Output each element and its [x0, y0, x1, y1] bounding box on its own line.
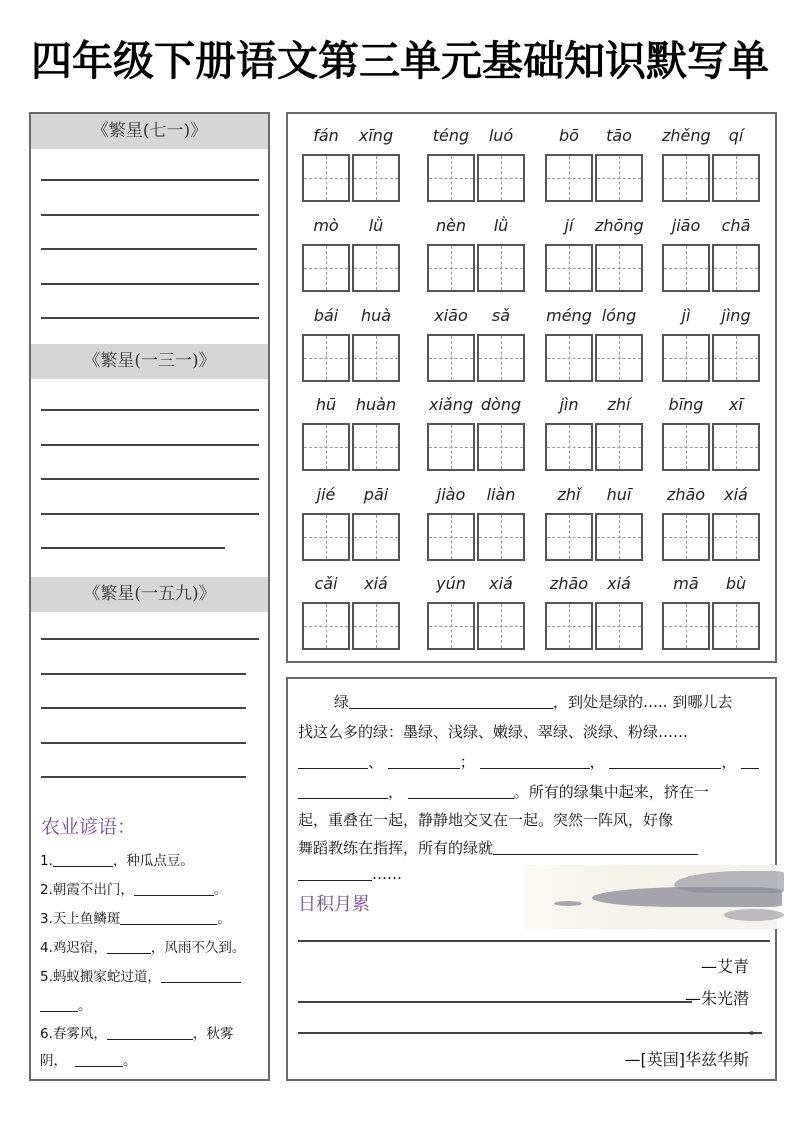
passage-line-6	[298, 837, 698, 858]
pinyin-label: xiá	[607, 574, 631, 593]
fill-blank[interactable]	[609, 755, 721, 769]
pinyin-label: qí	[728, 126, 744, 145]
passage-text: 。所有的绿集中起来，挤在一	[513, 783, 709, 801]
pinyin-label: zhāo	[549, 574, 589, 593]
pinyin-label: nèn	[435, 216, 467, 235]
write-line[interactable]	[41, 409, 259, 411]
write-line[interactable]	[41, 283, 259, 285]
character-writing-box[interactable]	[545, 423, 593, 471]
character-writing-box[interactable]	[545, 602, 593, 650]
proverb-text: 鸡迟宿，	[52, 940, 107, 956]
character-writing-box[interactable]	[545, 334, 593, 382]
write-line[interactable]	[41, 317, 259, 319]
character-writing-box[interactable]	[477, 244, 525, 292]
character-writing-box[interactable]	[712, 602, 760, 650]
character-writing-box[interactable]	[662, 423, 710, 471]
proverb-text: 春雾风，	[52, 1026, 107, 1042]
pinyin-label: jiāo	[671, 216, 701, 235]
pinyin-label: fán	[313, 126, 339, 145]
fill-blank[interactable]	[161, 969, 241, 983]
character-writing-box[interactable]	[595, 513, 643, 561]
pinyin-label: xiá	[489, 574, 513, 593]
pinyin-label: jié	[316, 485, 336, 504]
fill-blank[interactable]	[298, 785, 388, 799]
fill-blank[interactable]	[107, 940, 151, 954]
write-line[interactable]	[41, 742, 246, 744]
fill-blank[interactable]	[134, 882, 214, 896]
write-line[interactable]	[298, 1032, 762, 1034]
pinyin-label: liàn	[486, 485, 516, 504]
proverb-text: 蚂蚁搬家蛇过道，	[52, 969, 161, 985]
character-writing-box[interactable]	[352, 154, 400, 202]
passage-line-1	[334, 691, 732, 712]
left-panel	[29, 112, 270, 1081]
proverb-item-3	[40, 907, 231, 927]
pinyin-label: cǎi	[314, 574, 338, 593]
character-writing-box[interactable]	[662, 244, 710, 292]
fill-blank[interactable]	[388, 755, 460, 769]
proverb-number: 3.	[40, 911, 53, 927]
pinyin-label: jiào	[436, 485, 466, 504]
proverb-text: ，种瓜点豆。	[112, 853, 194, 869]
pinyin-label: bīng	[668, 395, 704, 414]
separator: ，	[388, 783, 404, 801]
fill-blank[interactable]	[53, 853, 113, 867]
pinyin-label: xiāo	[434, 306, 468, 325]
fill-blank[interactable]	[480, 755, 590, 769]
proverb-text: 朝霞不出门，	[52, 882, 134, 898]
character-writing-box[interactable]	[427, 423, 475, 471]
character-writing-box[interactable]	[477, 513, 525, 561]
passage-line-5: 起，重叠在一起，静静地交叉在一起。突然一阵风，好像	[298, 811, 674, 829]
proverb-item-5-continued	[40, 994, 92, 1014]
character-writing-box[interactable]	[712, 334, 760, 382]
author-wordsworth: —[英国]华兹华斯	[624, 1050, 749, 1069]
pinyin-label: luó	[488, 126, 514, 145]
write-line[interactable]	[41, 707, 246, 709]
proverb-number: 6.	[40, 1026, 53, 1042]
proverb-item-1	[40, 849, 194, 869]
proverb-item-6-continued	[40, 1049, 137, 1069]
pinyin-label: zhí	[607, 395, 631, 414]
pinyin-label: huàn	[355, 395, 397, 414]
character-writing-box[interactable]	[595, 154, 643, 202]
section-heading-fanxing-131: 《繁星(一三一)》	[31, 344, 268, 379]
pinyin-label: jì	[681, 306, 691, 325]
character-writing-box[interactable]	[427, 602, 475, 650]
passage-line-4	[298, 781, 709, 802]
page-title: 四年级下册语文第三单元基础知识默写单	[31, 37, 769, 85]
pinyin-label: mò	[313, 216, 339, 235]
proverb-number: 1.	[40, 853, 53, 869]
proverb-text: ，风雨不久到。	[150, 940, 246, 956]
ink-wash-decoration	[524, 865, 777, 929]
character-writing-box[interactable]	[545, 244, 593, 292]
pinyin-label: mā	[673, 574, 699, 593]
period: 。	[749, 1022, 763, 1038]
pinyin-label: zhōng	[595, 216, 644, 235]
character-writing-box[interactable]	[352, 423, 400, 471]
passage-text: 舞蹈教练在指挥，所有的绿就	[298, 839, 494, 857]
character-writing-box[interactable]	[302, 334, 350, 382]
passage-text: 绿	[334, 693, 350, 711]
character-writing-box[interactable]	[662, 513, 710, 561]
character-writing-box[interactable]	[662, 602, 710, 650]
pinyin-label: chā	[721, 216, 751, 235]
passage-line-2: 找这么多的绿：墨绿、浅绿、嫩绿、翠绿、淡绿、粉绿……	[298, 723, 689, 741]
write-line[interactable]	[41, 513, 259, 515]
pinyin-label: huà	[360, 306, 392, 325]
pinyin-grid-panel	[286, 112, 777, 663]
pinyin-label: lóng	[601, 306, 637, 325]
character-writing-box[interactable]	[595, 334, 643, 382]
fill-blank[interactable]	[107, 1026, 193, 1040]
pinyin-label: tāo	[606, 126, 632, 145]
fill-blank[interactable]	[741, 755, 759, 769]
proverb-item-4	[40, 936, 245, 956]
write-line[interactable]	[41, 478, 259, 480]
write-line[interactable]	[41, 638, 259, 640]
pinyin-label: téng	[432, 126, 470, 145]
pinyin-label: huī	[606, 485, 632, 504]
character-writing-box[interactable]	[477, 423, 525, 471]
character-writing-box[interactable]	[352, 334, 400, 382]
character-writing-box[interactable]	[595, 244, 643, 292]
pinyin-label: lǜ	[368, 216, 384, 235]
write-line[interactable]	[41, 214, 259, 216]
character-writing-box[interactable]	[595, 602, 643, 650]
character-writing-box[interactable]	[595, 423, 643, 471]
character-writing-box[interactable]	[712, 154, 760, 202]
write-line[interactable]	[41, 547, 225, 549]
fill-blank[interactable]	[75, 1053, 123, 1067]
character-writing-box[interactable]	[545, 513, 593, 561]
pinyin-label: méng	[546, 306, 592, 325]
character-writing-box[interactable]	[352, 602, 400, 650]
passage-text: ，到处是绿的….. 到哪儿去	[553, 693, 733, 711]
proverb-number: 4.	[40, 940, 53, 956]
proverb-text: 。	[78, 998, 92, 1014]
proverb-number: 2.	[40, 882, 53, 898]
character-writing-box[interactable]	[352, 513, 400, 561]
character-writing-box[interactable]	[427, 513, 475, 561]
proverb-text: 。	[217, 911, 231, 927]
passage-text: ……	[372, 865, 402, 883]
accumulation-title: 日积月累	[298, 894, 370, 915]
proverb-text: ，秋雾	[192, 1026, 234, 1042]
character-writing-box[interactable]	[712, 423, 760, 471]
proverb-text: 。	[123, 1053, 137, 1069]
fill-blank[interactable]	[349, 694, 553, 709]
separator: ，	[721, 753, 737, 771]
write-line[interactable]	[41, 179, 259, 181]
pinyin-label: zhǐ	[557, 485, 581, 504]
separator: 、	[368, 753, 384, 771]
pinyin-label: xiá	[364, 574, 388, 593]
pinyin-label: bù	[725, 574, 747, 593]
pinyin-label: zhěng	[662, 126, 711, 145]
pinyin-label: xī	[729, 395, 743, 414]
write-line[interactable]	[41, 776, 246, 778]
pinyin-label: pāi	[363, 485, 389, 504]
author-zhu-guangqian: —朱光潜	[684, 989, 749, 1008]
write-line[interactable]	[41, 248, 257, 250]
proverbs-title: 农业谚语：	[41, 816, 137, 838]
ink-stroke	[724, 909, 784, 921]
character-writing-box[interactable]	[712, 513, 760, 561]
pinyin-label: yún	[436, 574, 466, 593]
passage-panel	[286, 677, 777, 1081]
pinyin-label: xiǎng	[428, 395, 473, 414]
passage-line-3	[298, 751, 759, 772]
fill-blank[interactable]	[408, 785, 514, 799]
section-heading-fanxing-159: 《繁星(一五九)》	[31, 577, 268, 612]
character-writing-box[interactable]	[662, 154, 710, 202]
fill-blank[interactable]	[493, 841, 698, 855]
proverb-text: 阴，	[40, 1053, 67, 1069]
character-writing-box[interactable]	[302, 602, 350, 650]
pinyin-label: xīng	[358, 126, 394, 145]
character-writing-box[interactable]	[427, 154, 475, 202]
character-writing-box[interactable]	[302, 423, 350, 471]
proverb-text: 天上鱼鳞斑	[52, 911, 121, 927]
proverb-number: 5.	[40, 969, 53, 985]
character-writing-box[interactable]	[477, 154, 525, 202]
write-line[interactable]	[298, 1001, 692, 1003]
character-writing-box[interactable]	[302, 513, 350, 561]
section-heading-fanxing-71: 《繁星(七一)》	[31, 114, 268, 149]
fill-blank[interactable]	[40, 998, 78, 1012]
character-writing-box[interactable]	[477, 602, 525, 650]
pinyin-label: zhāo	[666, 485, 706, 504]
character-writing-box[interactable]	[352, 244, 400, 292]
pinyin-label: jìng	[721, 306, 751, 325]
character-writing-box[interactable]	[662, 334, 710, 382]
fill-blank[interactable]	[298, 867, 372, 881]
pinyin-label: sǎ	[491, 306, 511, 325]
ink-stroke	[554, 901, 582, 906]
separator: ；	[459, 753, 475, 771]
fill-blank[interactable]	[298, 755, 368, 769]
proverb-item-6	[40, 1022, 233, 1042]
proverb-item-5	[40, 965, 241, 985]
pinyin-label: bái	[313, 306, 339, 325]
proverb-item-2	[40, 878, 227, 898]
pinyin-label: hū	[315, 395, 337, 414]
character-writing-box[interactable]	[712, 244, 760, 292]
character-writing-box[interactable]	[477, 334, 525, 382]
passage-line-7	[298, 865, 402, 883]
character-writing-box[interactable]	[302, 154, 350, 202]
pinyin-label: jìn	[559, 395, 579, 414]
character-writing-box[interactable]	[427, 244, 475, 292]
write-line[interactable]	[298, 940, 770, 942]
ink-stroke	[674, 871, 784, 893]
character-writing-box[interactable]	[427, 334, 475, 382]
write-line[interactable]	[41, 673, 246, 675]
author-ai-qing: —艾青	[700, 957, 749, 976]
write-line[interactable]	[41, 444, 259, 446]
proverb-text: 。	[213, 882, 228, 898]
pinyin-label: xiá	[724, 485, 748, 504]
character-writing-box[interactable]	[545, 154, 593, 202]
pinyin-label: jí	[564, 216, 574, 235]
pinyin-label: dòng	[480, 395, 522, 414]
fill-blank[interactable]	[120, 911, 217, 925]
pinyin-label: bō	[559, 126, 579, 145]
separator: ，	[589, 753, 605, 771]
character-writing-box[interactable]	[302, 244, 350, 292]
pinyin-label: lǜ	[493, 216, 509, 235]
